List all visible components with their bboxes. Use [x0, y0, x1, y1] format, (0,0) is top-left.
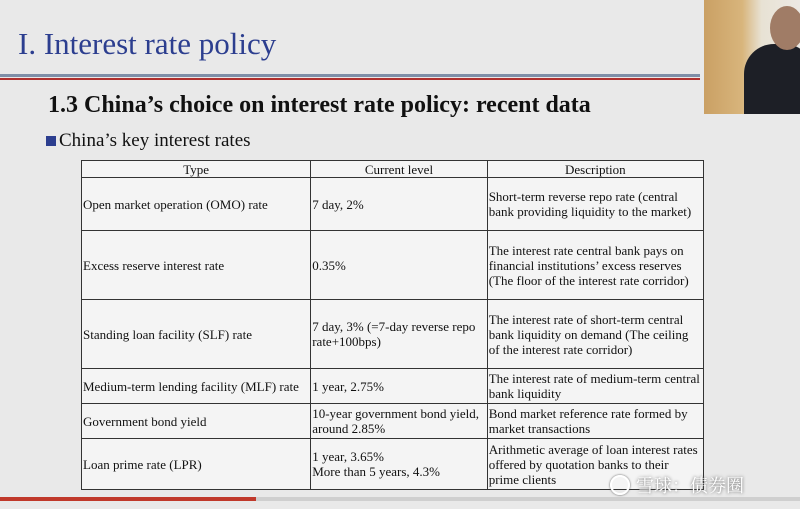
cell-description: The interest rate of short-term central bank liquidity on demand (The ceiling of the interest rate corridor)	[487, 300, 703, 369]
header-type: Type	[82, 161, 311, 178]
cell-level-line-2: More than 5 years, 4.3%	[312, 464, 441, 479]
cell-type: Loan prime rate (LPR)	[82, 439, 311, 490]
snowball-icon	[610, 475, 630, 495]
header-description: Description	[487, 161, 703, 178]
cell-level: 7 day, 3% (=7-day reverse repo rate+100bps)	[311, 300, 487, 369]
cell-level: 0.35%	[311, 231, 487, 300]
table-row	[82, 369, 704, 404]
table-row	[82, 404, 704, 439]
cell-description: The interest rate of medium-term central bank liquidity	[487, 369, 703, 404]
cell-description: Short-term reverse repo rate (central bank providing liquidity to the market)	[487, 178, 703, 231]
cell-level	[311, 439, 487, 490]
cell-description: Arithmetic average of loan interest rates offered by quotation banks to their prime clients	[487, 439, 703, 490]
bullet-square-icon	[46, 136, 56, 146]
cell-level: 1 year, 2.75%	[311, 369, 487, 404]
cell-type: Excess reserve interest rate	[82, 231, 311, 300]
cell-level: 7 day, 2%	[311, 178, 487, 231]
speaker-video	[704, 0, 800, 114]
cell-type: Medium-term lending facility (MLF) rate	[82, 369, 311, 404]
cell-level: 10-year government bond yield, around 2.85%	[311, 404, 487, 439]
table-row	[82, 300, 704, 369]
bullet-item	[46, 130, 251, 152]
cell-description: Bond market reference rate formed by market transactions	[487, 404, 703, 439]
watermark	[610, 472, 744, 498]
interest-rates-table	[81, 160, 704, 490]
bullet-text: China’s key interest rates	[59, 130, 251, 151]
speaker-body	[744, 44, 800, 114]
cell-level-line-1: 1 year, 3.65%	[312, 449, 384, 464]
cell-type: Government bond yield	[82, 404, 311, 439]
title-accent-rule	[0, 78, 700, 80]
slide-subtitle: 1.3 China’s choice on interest rate policy: recent data	[48, 92, 591, 118]
slide-title: I. Interest rate policy	[18, 26, 277, 61]
cell-type: Standing loan facility (SLF) rate	[82, 300, 311, 369]
header-current-level: Current level	[311, 161, 487, 178]
watermark-text: 雪球：债券圈	[636, 476, 744, 497]
video-progress-fill	[0, 497, 256, 501]
table-row	[82, 178, 704, 231]
title-rule	[0, 74, 700, 77]
cell-type: Open market operation (OMO) rate	[82, 178, 311, 231]
table-row	[82, 231, 704, 300]
table-header-row	[82, 161, 704, 178]
video-progress-bar[interactable]	[0, 497, 800, 501]
cell-description: The interest rate central bank pays on financial institutions’ excess reserves (The floor of the interest rate corridor)	[487, 231, 703, 300]
speaker-head	[770, 6, 800, 50]
